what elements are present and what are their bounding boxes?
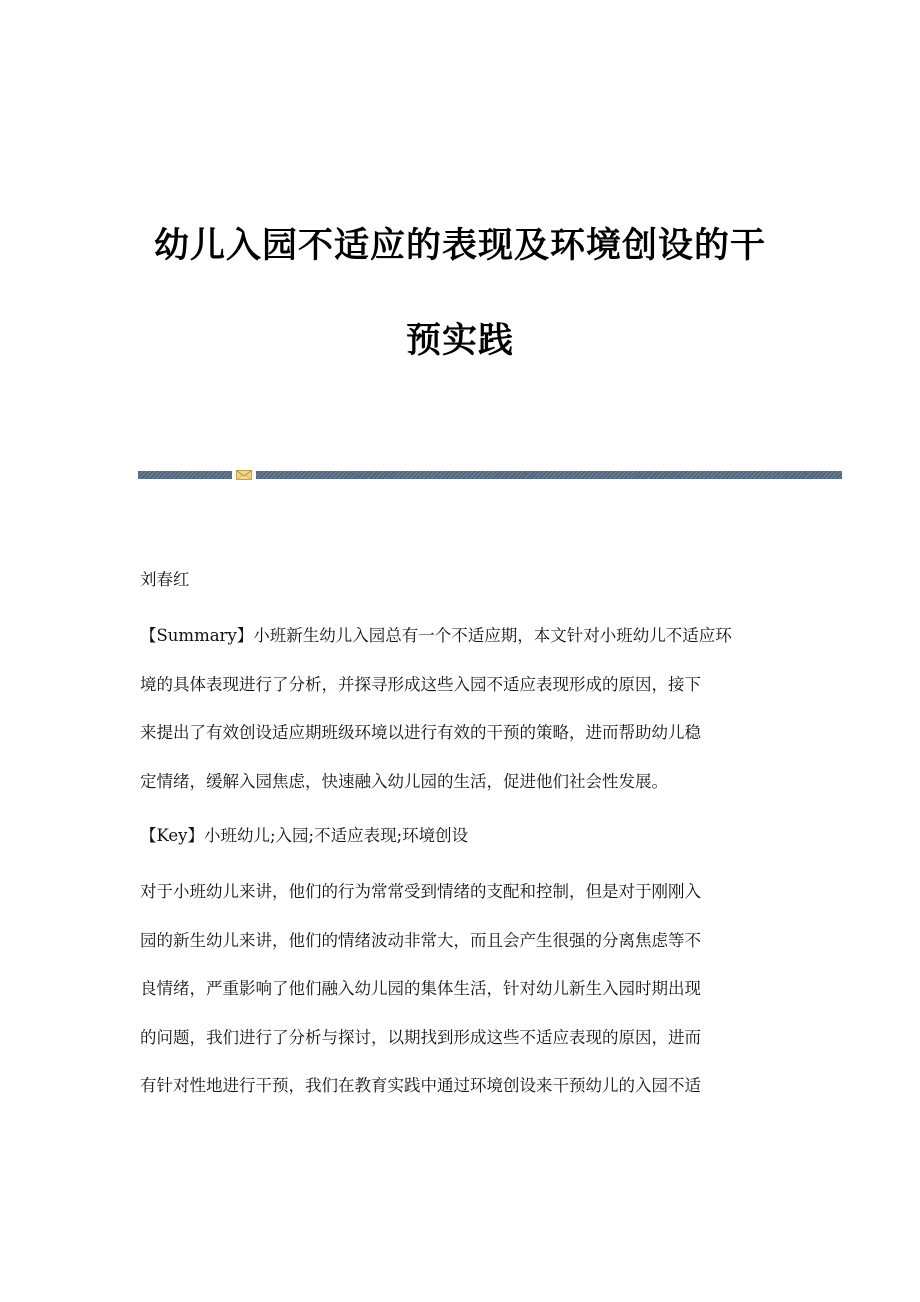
body-line: 有针对性地进行干预，我们在教育实践中通过环境创设来干预幼儿的入园不适 [140, 1076, 701, 1095]
body-line: 良情绪，严重影响了他们融入幼儿园的集体生活，针对幼儿新生入园时期出现 [140, 979, 701, 998]
page-title-line-1: 幼儿入园不适应的表现及环境创设的干 [153, 226, 766, 266]
envelope-ornament-icon [236, 470, 252, 480]
body-line: 园的新生幼儿来讲，他们的情绪波动非常大，而且会产生很强的分离焦虑等不 [140, 930, 701, 950]
summary-line: 境的具体表现进行了分析，并探寻形成这些入园不适应表现形成的原因，接下 [140, 674, 701, 694]
body-line: 对于小班幼儿来讲，他们的行为常常受到情绪的支配和控制，但是对于刚刚入 [140, 882, 701, 901]
page-title-line-2: 预实践 [405, 321, 514, 361]
summary-paragraph [140, 612, 780, 806]
summary-line: 【Summary】小班新生幼儿入园总有一个不适应期，本文针对小班幼儿不适应环 [140, 626, 732, 645]
divider-bar-left [138, 471, 232, 479]
summary-line: 定情绪，缓解入园焦虑，快速融入幼儿园的生活，促进他们社会性发展。 [140, 771, 668, 791]
summary-line: 来提出了有效创设适应期班级环境以进行有效的干预的策略，进而帮助幼儿稳 [140, 723, 701, 742]
body-line: 的问题，我们进行了分析与探讨，以期找到形成这些不适应表现的原因，进而 [140, 1027, 701, 1047]
body-paragraph [140, 868, 780, 1111]
author-name: 刘春红 [140, 570, 190, 589]
title-divider [138, 470, 842, 479]
divider-bar-right [256, 471, 842, 479]
keywords-line: 【Key】小班幼儿;入园;不适应表现;环境创设 [140, 826, 469, 845]
